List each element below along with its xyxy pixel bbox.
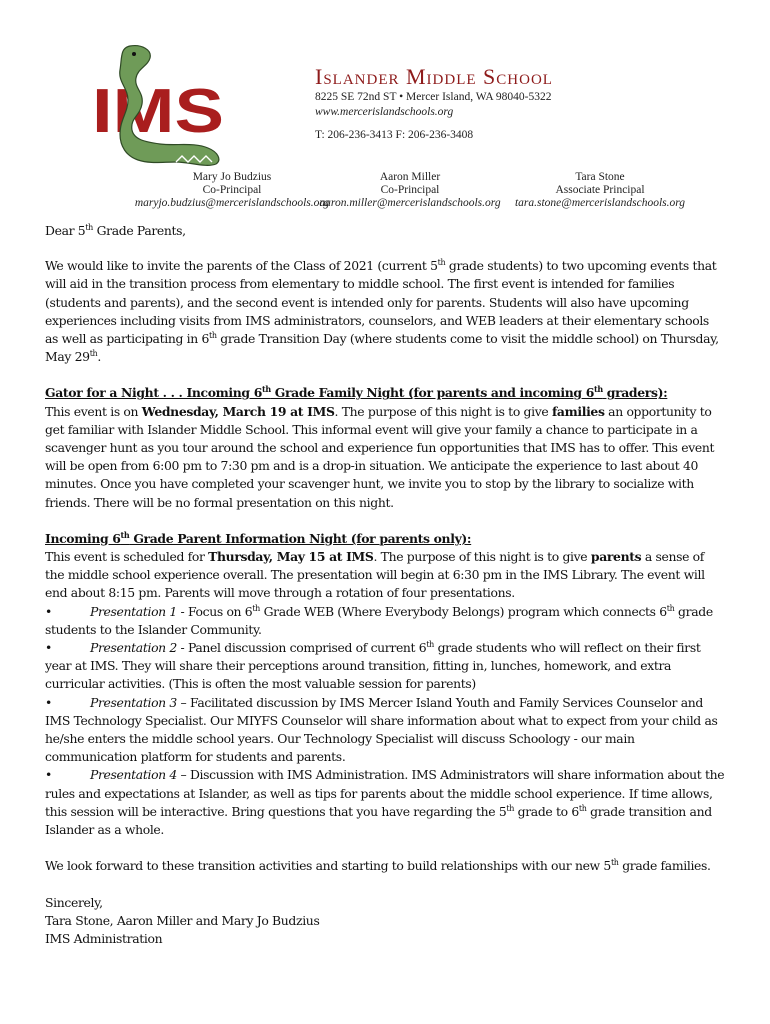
alligator-eye (132, 52, 136, 56)
staff-mary-jo-budzius (132, 171, 332, 210)
presentation-2-item: • Presentation 2 - Panel discussion comprised of current 6th grade students who will reflect on their first year at IMS. They will share their perceptions around transition, fitting in, lunches, homework, and extra curricular activities. (This is often the most valuable session for parents) (45, 640, 701, 692)
signers: Tara Stone, Aaron Miller and Mary Jo Budzius (45, 912, 320, 928)
school-name: Islander Middle School (315, 64, 553, 89)
staff-tara-stone (500, 171, 700, 210)
intro-paragraph: We would like to invite the parents of the Class of 2021 (current 5th grade students) to two upcoming events that will aid in the transition process from elementary to middle school. The first event is intended for families (students and parents), and the second event is intended only for parents. Students will also have upcoming experiences including visits from IMS administrators, counselors, and WEB leaders at their elementary schools as well as participating in 6th grade Transition Day (where students come to visit the middle school) on Thursday, May 29th. (45, 258, 719, 365)
staff-name: Tara Stone (575, 171, 625, 183)
staff-aaron-miller (310, 171, 510, 210)
staff-title: Co-Principal (380, 184, 440, 196)
school-letterhead (315, 64, 735, 143)
logo-ims-text: IMS (92, 77, 224, 146)
staff-email: maryjo.budzius@mercerislandschools.org (134, 197, 330, 209)
school-website: www.mercerislandschools.org (315, 106, 454, 118)
bullet-icon: • (45, 767, 52, 783)
closing-paragraph: We look forward to these transition activities and starting to build relationships with our new 5th grade families. (45, 858, 711, 874)
bullet-icon: • (45, 603, 52, 619)
presentation-4-item: • Presentation 4 – Discussion with IMS Administration. IMS Administrators will share information about the rules and expectations at Islander, as well as tips for parents about the middle school experience. If time allows, this session will be interactive. Bring questions that you have regarding the 5th grade to 6th grade transition and Islander as a whole. (45, 767, 725, 838)
staff-email: tara.stone@mercerislandschools.org (514, 197, 686, 209)
event1-paragraph: This event is on Wednesday, March 19 at IMS. The purpose of this night is to give families an opportunity to get familiar with Islander Middle School. This informal event will give your family a chance to participate in a scavenger hunt as you tour around the school and experience fun opportunities that IMS has to offer. This event will be open from 6:00 pm to 7:30 pm and is a drop-in situation. We anticipate the experience to last about 40 minutes. Once you have completed your scavenger hunt, we invite you to stop by the library to socialize with friends. There will be no formal presentation on this night. (45, 403, 715, 510)
bullet-icon: • (45, 694, 52, 710)
staff-title: Associate Principal (555, 184, 645, 196)
event2-heading: Incoming 6th Grade Parent Information Night (for parents only): (45, 529, 472, 546)
staff-name: Aaron Miller (379, 171, 441, 183)
signoff: Sincerely, (45, 894, 103, 910)
greeting: Dear 5th Grade Parents, (45, 223, 186, 238)
letter-body (45, 222, 725, 948)
staff-title: Co-Principal (202, 184, 262, 196)
presentation-1-item: • Presentation 1 - Focus on 6th Grade WEB (Where Everybody Belongs) program which connects 6th grade students to the Islander Community. (45, 603, 713, 637)
school-phone-fax: T: 206-236-3413 F: 206-236-3408 (315, 129, 474, 141)
event1-date: Wednesday, March 19 at IMS (141, 403, 335, 419)
event1-heading: Gator for a Night . . . Incoming 6th Grade Family Night (for parents and incoming 6th graders): (45, 384, 668, 401)
presentation-3-item: • Presentation 3 – Facilitated discussion by IMS Mercer Island Youth and Family Services Counselor and IMS Technology Specialist. Our MIYFS Counselor will share information about what to expect from your child as he/she enters the middle school years. Our Technology Specialist will discuss Schoology - our main communication platform for students and parents. (45, 694, 718, 765)
staff-name: Mary Jo Budzius (192, 171, 272, 183)
event2-paragraph: This event is scheduled for Thursday, May 15 at IMS. The purpose of this night is to give parents a sense of the middle school experience overall. The presentation will begin at 6:30 pm in the IMS Library. The event will end about 8:15 pm. Parents will move through a rotation of four presentations. (45, 549, 705, 601)
bullet-icon: • (45, 640, 52, 656)
signature-org: IMS Administration (45, 930, 163, 946)
school-address: 8225 SE 72nd ST • Mercer Island, WA 98040-5322 (315, 91, 552, 103)
ims-alligator-logo (90, 44, 230, 172)
event2-date: Thursday, May 15 at IMS (208, 549, 374, 565)
staff-email: aaron.miller@mercerislandschools.org (319, 197, 501, 209)
